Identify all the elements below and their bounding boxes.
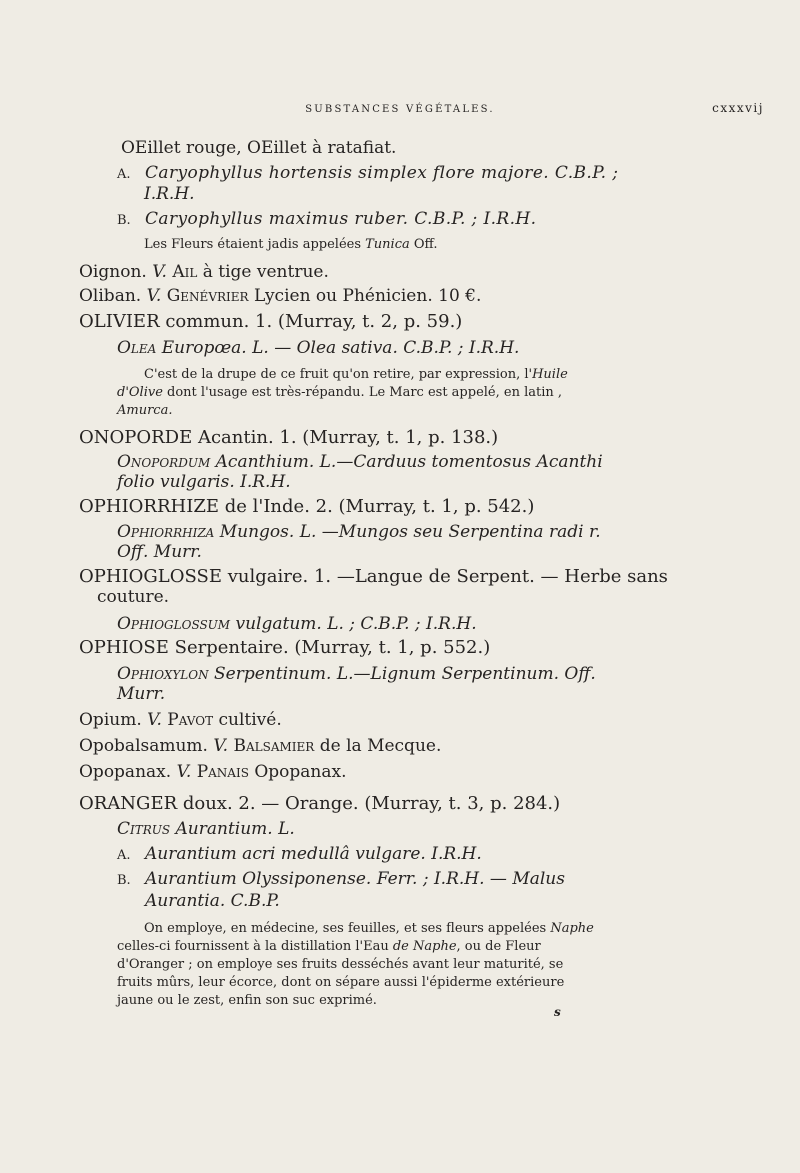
text-line: couture. xyxy=(97,587,170,607)
text-line: Opopanax. V. Panais Opopanax. xyxy=(79,762,347,782)
page-number: cxxxvij xyxy=(712,101,764,115)
running-head: SUBSTANCES VÉGÉTALES. xyxy=(305,104,495,115)
text-line: Ophiorrhiza Mungos. L. —Mungos seu Serpentina radi r. xyxy=(117,522,601,542)
text-line: A. Caryophyllus hortensis simplex flore majore. C.B.P. ; xyxy=(117,161,800,185)
text-line: Onopordum Acanthium. L.—Carduus tomentosus Acanthi xyxy=(117,452,603,472)
text-line: celles-ci fournissent à la distillation l'Eau de Naphe, ou de Fleur xyxy=(117,939,541,954)
variety-letter: A. xyxy=(117,848,131,863)
page-header xyxy=(0,100,800,120)
text-line: Olea Europœa. L. — Olea sativa. C.B.P. ; I.R.H. xyxy=(117,338,520,358)
text-line: Citrus Aurantium. L. xyxy=(117,819,295,839)
text-line: OEillet rouge, OEillet à ratafiat. xyxy=(121,138,397,158)
text-line: OLIVIER commun. 1. (Murray, t. 2, p. 59.) xyxy=(79,311,463,332)
text-line: OPHIORRHIZE de l'Inde. 2. (Murray, t. 1, p. 542.) xyxy=(79,496,535,517)
text-line: Aurantia. C.B.P. xyxy=(145,891,280,911)
text-line: Off. Murr. xyxy=(117,542,202,562)
text-line: ONOPORDE Acantin. 1. (Murray, t. 1, p. 138.) xyxy=(79,427,499,448)
text-line: folio vulgaris. I.R.H. xyxy=(117,472,291,492)
text-line: Murr. xyxy=(117,684,166,704)
variety-letter: A. xyxy=(117,167,131,182)
signature-mark: s xyxy=(554,1005,561,1019)
text-line: C'est de la drupe de ce fruit qu'on retire, par expression, l'Huile xyxy=(144,367,568,382)
text-line: Opium. V. Pavot cultivé. xyxy=(79,710,282,730)
text-line: A. Aurantium acri medullâ vulgare. I.R.H. xyxy=(117,842,800,866)
text-line: On employe, en médecine, ses feuilles, et ses fleurs appelées Naphe xyxy=(144,921,594,936)
text-line: Opobalsamum. V. Balsamier de la Mecque. xyxy=(79,736,442,756)
text-line: Oliban. V. Genévrier Lycien ou Phénicien. 10 €. xyxy=(79,286,482,306)
text-line: Les Fleurs étaient jadis appelées Tunica Off. xyxy=(144,237,438,252)
text-line: jaune ou le zest, enfin son suc exprimé. xyxy=(117,993,377,1008)
text-line: I.R.H. xyxy=(144,184,195,204)
variety-letter: B. xyxy=(117,213,131,228)
text-line: Oignon. V. Ail à tige ventrue. xyxy=(79,262,329,282)
text-line: Amurca. xyxy=(117,403,173,418)
text-line: ORANGER doux. 2. — Orange. (Murray, t. 3, p. 284.) xyxy=(79,793,561,814)
text-line: fruits mûrs, leur écorce, dont on sépare aussi l'épiderme extérieure xyxy=(117,975,565,990)
text-line: B. Aurantium Olyssiponense. Ferr. ; I.R.H. — Malus xyxy=(117,867,800,891)
text-line: d'Olive dont l'usage est très-répandu. Le Marc est appelé, en latin , xyxy=(117,385,563,400)
text-line: OPHIOGLOSSE vulgaire. 1. —Langue de Serpent. — Herbe sans xyxy=(79,566,668,587)
text-line: OPHIOSE Serpentaire. (Murray, t. 1, p. 552.) xyxy=(79,637,491,658)
variety-letter: B. xyxy=(117,873,131,888)
text-line: Ophioxylon Serpentinum. L.—Lignum Serpentinum. Off. xyxy=(117,664,596,684)
text-line: Ophioglossum vulgatum. L. ; C.B.P. ; I.R.H. xyxy=(117,614,477,634)
text-line: d'Oranger ; on employe ses fruits desséchés avant leur maturité, se xyxy=(117,957,564,972)
text-line: B. Caryophyllus maximus ruber. C.B.P. ; I.R.H. xyxy=(117,207,800,231)
